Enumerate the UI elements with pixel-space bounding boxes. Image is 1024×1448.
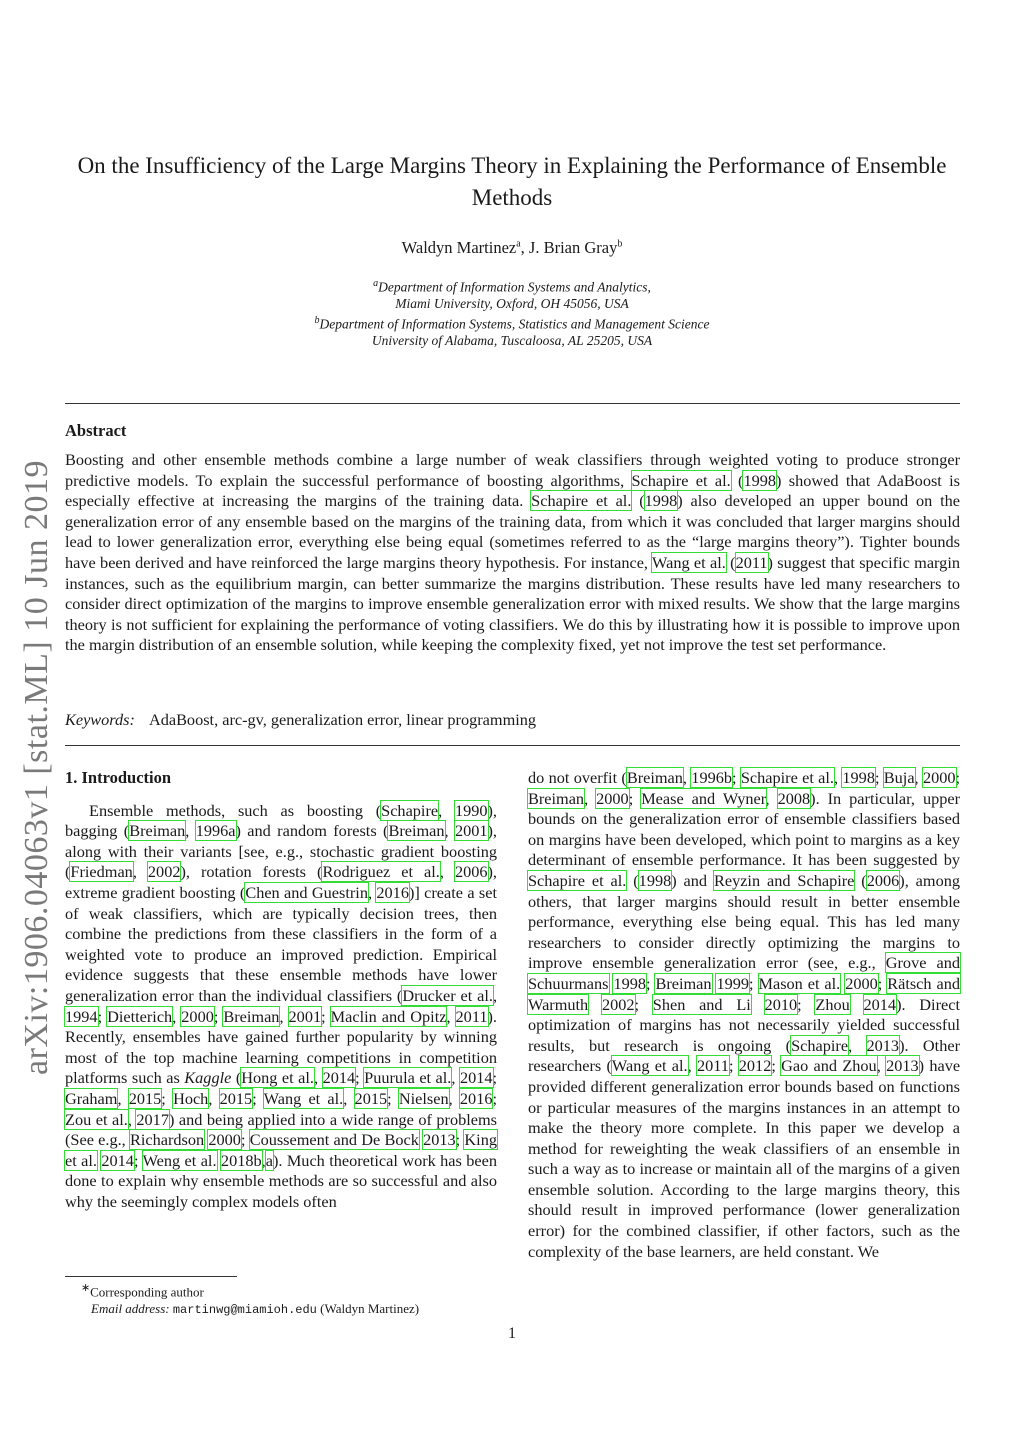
abstract-body bbox=[65, 450, 960, 656]
body-text: ( bbox=[631, 491, 645, 511]
citation-link[interactable]: Schapire bbox=[381, 800, 439, 820]
citation-link[interactable]: Rätsch and Warmuth bbox=[528, 973, 960, 1014]
citation-link[interactable]: Reyzin and Schapire bbox=[713, 870, 855, 890]
citation-link[interactable]: 1996b bbox=[691, 768, 732, 787]
body-text: , bbox=[208, 1088, 220, 1108]
affil-line: Department of Information Systems, Statistics and Management Science bbox=[319, 316, 710, 331]
email-label: Email address: bbox=[91, 1300, 170, 1316]
body-text: , bbox=[444, 821, 455, 841]
body-text bbox=[588, 995, 602, 1014]
body-text: , bbox=[261, 1150, 266, 1170]
citation-link[interactable]: Maclin and Opitz bbox=[330, 1006, 447, 1026]
body-text: ). Recently, ensembles have gained further popularity by winning most of the top machine learning competitions in competition platforms such as bbox=[65, 1006, 497, 1088]
body-text: ) and random forests ( bbox=[235, 821, 389, 841]
body-text: ( bbox=[231, 1068, 242, 1088]
citation-link[interactable]: Wang et al. bbox=[611, 1056, 688, 1076]
body-text: , bbox=[172, 1006, 182, 1026]
body-text: ). In particular, upper bounds on the generalization error of ensemble classifiers based on margins have been developed, which point to margins as a key determinant of ensemble performance. It has been suggested by bbox=[528, 788, 961, 870]
citation-link[interactable]: Zhou bbox=[815, 994, 850, 1014]
citation-link[interactable]: 2000 bbox=[596, 788, 629, 808]
body-text: ; bbox=[797, 994, 816, 1014]
citation-link[interactable]: 2011 bbox=[696, 1056, 729, 1076]
keywords-line bbox=[65, 710, 960, 730]
body-text: ; bbox=[955, 768, 961, 787]
body-text: ; bbox=[240, 1130, 250, 1150]
body-text: ; bbox=[387, 1088, 399, 1108]
body-text: , bbox=[439, 862, 455, 882]
citation-link[interactable]: Mease and Wyner bbox=[641, 788, 766, 808]
citation-link[interactable]: 2000 bbox=[845, 973, 878, 993]
citation-link[interactable]: 2002 bbox=[601, 994, 635, 1014]
citation-link[interactable]: Buja bbox=[883, 768, 915, 787]
citation-link[interactable]: 2001 bbox=[288, 1006, 322, 1026]
footnote bbox=[65, 1280, 505, 1318]
citation-link[interactable]: 2015 bbox=[128, 1088, 162, 1108]
citation-link[interactable]: 1998 bbox=[842, 768, 875, 787]
citation-link[interactable]: Dietterich bbox=[107, 1006, 173, 1026]
body-text: ; bbox=[732, 768, 741, 787]
citation-link[interactable]: Schapire bbox=[791, 1035, 849, 1055]
body-text: ; bbox=[321, 1006, 331, 1026]
citation-link[interactable]: 2015 bbox=[219, 1088, 253, 1108]
body-text: ; bbox=[646, 973, 656, 993]
citation-link[interactable]: Schapire et al. bbox=[528, 870, 627, 890]
affil-mark: a bbox=[373, 278, 379, 289]
citation-link[interactable]: Wang et al. bbox=[652, 552, 726, 572]
citation-link[interactable]: 2013 bbox=[423, 1130, 456, 1150]
body-text: ; bbox=[771, 1056, 782, 1076]
footnote-text: Corresponding author bbox=[90, 1284, 204, 1300]
body-text: , bbox=[584, 788, 597, 808]
citation-link[interactable]: 1990 bbox=[454, 800, 488, 820]
footnote-rule bbox=[65, 1276, 237, 1277]
citation-link[interactable]: 2008 bbox=[777, 788, 811, 808]
citation-link[interactable]: 2013 bbox=[886, 1056, 919, 1076]
citation-link[interactable]: Nielsen bbox=[398, 1088, 449, 1108]
body-text: ), extreme gradient boosting ( bbox=[65, 862, 497, 902]
body-text: ; bbox=[628, 788, 642, 808]
citation-link[interactable]: 2013 bbox=[866, 1035, 900, 1055]
citation-link[interactable]: 1998 bbox=[644, 491, 678, 511]
citation-link[interactable]: Drucker et al. bbox=[402, 985, 493, 1005]
citation-link[interactable]: 1994 bbox=[65, 1006, 98, 1026]
citation-link[interactable]: 2015 bbox=[354, 1088, 388, 1108]
body-text: , bbox=[687, 1056, 697, 1076]
author-name: Waldyn Martinez bbox=[401, 238, 517, 257]
citation-link[interactable]: 2014 bbox=[863, 994, 897, 1014]
section-heading: 1. Introduction bbox=[65, 768, 172, 787]
citation-link[interactable]: Breiman bbox=[129, 821, 186, 841]
citation-link[interactable]: Breiman bbox=[528, 788, 585, 808]
citation-link[interactable]: 1998 bbox=[638, 870, 672, 890]
emphasis-text: Kaggle bbox=[184, 1068, 232, 1088]
body-text: ). Other researchers ( bbox=[528, 1035, 960, 1076]
body-text: ; bbox=[252, 1088, 264, 1108]
affil-line: Department of Information Systems and Analytics, bbox=[378, 279, 651, 295]
author-list: Waldyn Martinez$^a$, J. Brian Gray$^b$ bbox=[401, 238, 623, 257]
body-text: , bbox=[834, 768, 843, 787]
body-text: , bbox=[279, 1006, 289, 1026]
body-text: , bbox=[127, 1109, 137, 1129]
affil-line: University of Alabama, Tuscaloosa, AL 25205, USA bbox=[371, 332, 653, 348]
citation-link[interactable]: 2010 bbox=[764, 994, 798, 1014]
body-text: ; bbox=[97, 1006, 108, 1026]
citation-link[interactable]: 2016 bbox=[376, 882, 409, 902]
body-text: , bbox=[343, 1088, 355, 1108]
affiliations bbox=[60, 276, 964, 349]
affil-mark: b bbox=[314, 314, 320, 326]
body-text: ( bbox=[626, 870, 639, 890]
citation-link[interactable]: 2000 bbox=[181, 1006, 214, 1026]
citation-link[interactable]: 2011 bbox=[455, 1006, 488, 1026]
author-affil-mark: a bbox=[516, 238, 521, 250]
citation-link[interactable]: 2018b bbox=[220, 1150, 262, 1170]
citation-link[interactable]: Hoch bbox=[173, 1088, 209, 1108]
email-address[interactable]: martinwg@miamioh.edu bbox=[172, 1302, 317, 1317]
body-text: , bbox=[765, 788, 778, 808]
citation-link[interactable]: Grove and Schuurmans bbox=[528, 953, 960, 993]
body-text: ; bbox=[161, 1088, 174, 1108]
body-text: , bbox=[848, 1035, 867, 1055]
body-text: Ensemble methods, such as boosting ( bbox=[89, 800, 382, 820]
citation-link[interactable]: 2006 bbox=[866, 870, 900, 890]
body-text: ( bbox=[730, 470, 744, 490]
citation-link[interactable]: Chen and Guestrin bbox=[245, 882, 368, 902]
footnote-mark: ∗ bbox=[81, 1282, 91, 1294]
body-text bbox=[850, 995, 864, 1014]
body-text: ), along with their variants [see, e.g., stochastic gradient boosting ( bbox=[65, 821, 498, 882]
body-text: ) and bbox=[671, 870, 714, 890]
body-text: ). Direct optimization of margins has not necessarily yielded successful results, but research is ongoing ( bbox=[528, 994, 960, 1055]
body-text: ), bagging ( bbox=[65, 800, 497, 841]
citation-link[interactable]: Richardson bbox=[129, 1130, 205, 1150]
body-text: , bbox=[682, 768, 692, 787]
body-text: ( bbox=[725, 552, 736, 572]
body-text: ; bbox=[133, 1150, 143, 1170]
citation-link[interactable]: 2016 bbox=[459, 1088, 493, 1108]
body-text: , bbox=[367, 882, 377, 902]
citation-link[interactable]: Breiman bbox=[655, 973, 712, 993]
citation-link[interactable]: Breiman bbox=[388, 821, 445, 841]
body-text: )] create a set of weak classifiers, which are typically decision trees, then combine the predictions from these classifiers in the form of a weighted vote to produce an improved prediction. Empirical evidence suggests that these ensemble methods have lower generalization error than the individual classifiers ( bbox=[65, 882, 497, 1005]
citation-link[interactable]: Wang et al. bbox=[263, 1088, 344, 1108]
citation-link[interactable]: Breiman bbox=[223, 1006, 280, 1026]
body-text: , bbox=[448, 1088, 460, 1108]
body-text: ; bbox=[492, 1068, 498, 1088]
intro-paragraph-continued bbox=[528, 768, 960, 1262]
citation-link[interactable]: a bbox=[265, 1150, 273, 1170]
citation-link[interactable]: 2000 bbox=[208, 1130, 241, 1150]
body-text: ) and being applied into a wide range of problems (See e.g., bbox=[65, 1109, 498, 1150]
citation-link[interactable]: 2014 bbox=[101, 1150, 134, 1170]
body-text: , bbox=[451, 1068, 460, 1088]
intro-paragraph bbox=[65, 801, 497, 1213]
body-text: ; bbox=[877, 973, 888, 993]
body-text: , bbox=[314, 1068, 323, 1088]
body-text: , bbox=[492, 985, 498, 1005]
citation-link[interactable]: 2014 bbox=[322, 1068, 356, 1088]
affil-line: Miami University, Oxford, OH 45056, USA bbox=[395, 296, 629, 311]
page-number: 1 bbox=[508, 1325, 516, 1342]
abstract-top-rule bbox=[65, 403, 960, 404]
citation-link[interactable]: 2000 bbox=[922, 768, 956, 787]
body-text: ) showed that AdaBoost is especially effective at increasing the margins of the training data. bbox=[65, 470, 961, 511]
abstract-bottom-rule bbox=[65, 745, 960, 746]
body-text: ) also developed an upper bound on the generalization error of any ensemble based on the margins of the training data, from which it was concluded that larger margins should lead to lower generalization error, everything else being equal (sometimes referred to as the “large margins theory”). Tighter bounds have been derived and have reinforced the large margins theory hypothesis. For instance, bbox=[65, 491, 960, 572]
body-text: ; bbox=[874, 768, 884, 787]
citation-link[interactable]: Coussement and De Bock bbox=[249, 1130, 419, 1150]
citation-link[interactable]: 2002 bbox=[147, 862, 181, 882]
body-text: ; bbox=[355, 1068, 365, 1088]
body-text: do not overfit ( bbox=[528, 768, 627, 787]
author-name: J. Brian Gray bbox=[528, 238, 618, 257]
body-text: ; bbox=[455, 1130, 465, 1150]
citation-link[interactable]: Breiman bbox=[626, 768, 683, 787]
citation-link[interactable]: Weng et al. bbox=[142, 1150, 217, 1170]
abstract-heading: Abstract bbox=[65, 421, 127, 440]
body-text: ), among others, that larger margins should result in better ensemble performance, everything else being equal. This has led many researchers to consider directly optimizing the margins to improve ensemble generalization error (see, e.g., bbox=[528, 870, 960, 973]
left-column bbox=[65, 768, 497, 1212]
body-text: , bbox=[185, 821, 196, 841]
email-owner: (Waldyn Martinez) bbox=[320, 1300, 420, 1316]
citation-link[interactable]: Friedman bbox=[70, 862, 133, 882]
paper-title: On the Insufficiency of the Large Margins Theory in Explaining the Performance of Ensemble Methods bbox=[77, 153, 947, 210]
keywords-value: AdaBoost, arc-gv, generalization error, linear programming bbox=[148, 710, 537, 729]
body-text: , bbox=[438, 800, 455, 820]
citation-link[interactable]: 1999 bbox=[716, 973, 750, 993]
author-affil-mark: b bbox=[617, 238, 623, 250]
citation-link[interactable]: Zou et al. bbox=[65, 1109, 128, 1129]
body-text: ; bbox=[213, 1006, 224, 1026]
body-text: ) have provided different generalization error bounds based on functions or particular measures of the margins instances in an attempt to make the theory more complete. In this paper we develop a method for reweighting the weak classifiers of an ensemble in such a way as to increase or maintain all of the margins of a given ensemble solution. According to the large margins theory, this should result in improved performance (lower generalization error) for the combined classifier, if other factors, such as the complexity of the base learners, are held constant. We bbox=[528, 1056, 961, 1261]
body-text: , bbox=[876, 1056, 887, 1076]
citation-link[interactable]: Schapire et al. bbox=[631, 470, 731, 490]
body-text: ; bbox=[749, 973, 759, 993]
citation-link[interactable]: 2017 bbox=[136, 1109, 169, 1129]
body-text: , bbox=[914, 768, 923, 787]
citation-link[interactable]: 2011 bbox=[735, 552, 768, 572]
citation-link[interactable]: 2014 bbox=[459, 1068, 493, 1088]
body-text: , bbox=[446, 1006, 456, 1026]
body-text bbox=[751, 995, 765, 1014]
citation-link[interactable]: Shen and Li bbox=[652, 994, 751, 1014]
body-text: ( bbox=[854, 870, 867, 890]
citation-link[interactable]: Rodriguez et al. bbox=[322, 862, 440, 882]
citation-link[interactable]: King et al. bbox=[65, 1130, 497, 1170]
citation-link[interactable]: Graham bbox=[65, 1088, 118, 1108]
citation-link[interactable]: 2012 bbox=[738, 1056, 772, 1076]
citation-link[interactable]: Puurula et al. bbox=[364, 1068, 452, 1088]
body-text: ; bbox=[634, 994, 653, 1014]
citation-link[interactable]: Schapire et al. bbox=[740, 768, 834, 787]
citation-link[interactable]: Gao and Zhou bbox=[781, 1056, 877, 1076]
body-text: , bbox=[117, 1088, 129, 1108]
body-text: ) suggest that specific margin instances, such as the equilibrium margin, can better summarize the margins distribution. These results have led many researchers to consider direct optimization of the margins to improve ensemble generalization error with mixed results. We show that the large margins theory is not sufficient for explaining the performance of voting classifiers. We do this by illustrating how it is possible to improve upon the margin distribution of an ensemble solution, while keeping the complexity fixed, yet not improve the test set performance. bbox=[65, 552, 960, 655]
body-text: ; bbox=[492, 1088, 497, 1108]
right-column bbox=[528, 768, 960, 1262]
citation-link[interactable]: 2006 bbox=[454, 862, 488, 882]
keywords-label: Keywords: bbox=[65, 710, 135, 729]
arxiv-stamp: arXiv:1906.04063v1 [stat.ML] 10 Jun 2019 bbox=[18, 460, 55, 1075]
citation-link[interactable]: Mason et al. bbox=[758, 973, 841, 993]
body-text: ; bbox=[728, 1056, 739, 1076]
body-text: ). Much theoretical work has been done to explain why ensemble methods are so successful and also why the seemingly complex models often bbox=[65, 1150, 497, 1211]
body-text: ), rotation forests ( bbox=[180, 862, 323, 882]
citation-link[interactable]: 1998 bbox=[743, 470, 777, 490]
citation-link[interactable]: 1998 bbox=[613, 973, 646, 993]
body-text: , bbox=[132, 862, 148, 882]
body-text: Boosting and other ensemble methods combine a large number of weak classifiers through weighted voting to produce stronger predictive models. To explain the successful performance of boosting algorithms, bbox=[65, 450, 960, 490]
citation-link[interactable]: 1996a bbox=[195, 821, 236, 841]
citation-link[interactable]: Hong et al. bbox=[241, 1068, 314, 1088]
citation-link[interactable]: Schapire et al. bbox=[531, 491, 632, 511]
citation-link[interactable]: 2001 bbox=[454, 821, 488, 841]
